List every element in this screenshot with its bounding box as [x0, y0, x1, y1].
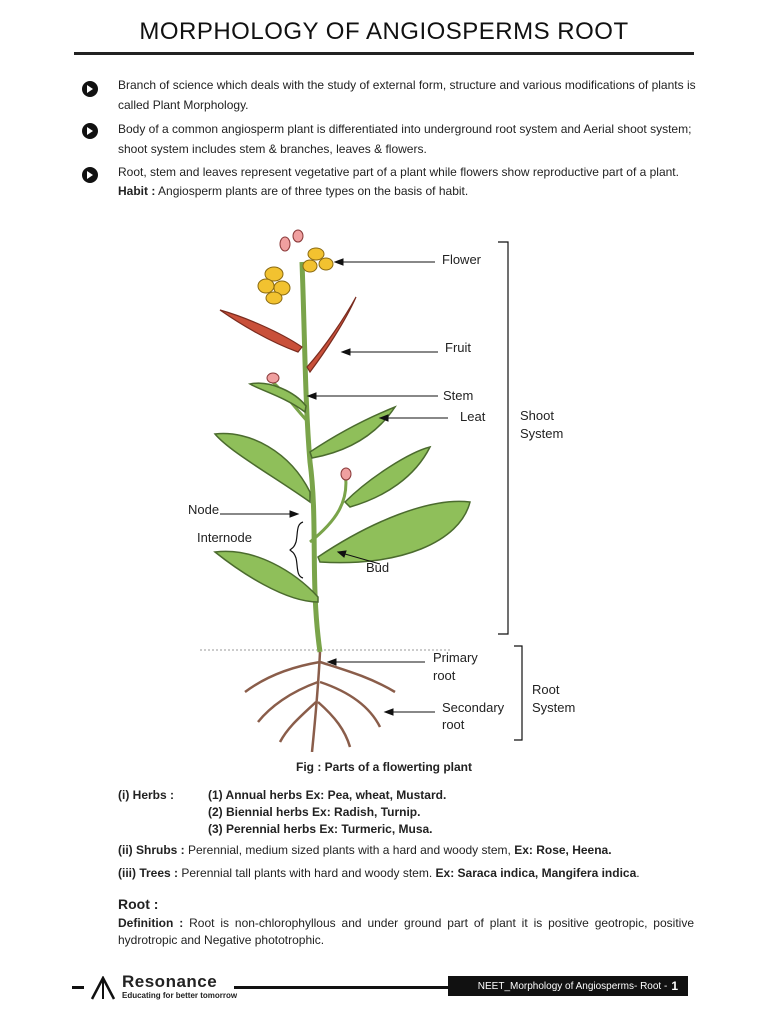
shoot-system-bracket [498, 242, 508, 634]
intro-point-3: Root, stem and leaves represent vegetative part of a plant while flowers show reproductive part of a plant. [118, 165, 679, 179]
root-definition [118, 915, 694, 949]
page-title: MORPHOLOGY OF ANGIOSPERMS ROOT [139, 18, 629, 45]
habit-line [118, 184, 468, 198]
label-internode: Internode [197, 530, 252, 545]
herb-item: (1) Annual herbs Ex: Pea, wheat, Mustard. [208, 788, 447, 802]
flowering-plant-diagram [170, 222, 600, 752]
label-secondary-root: Secondary [442, 700, 505, 715]
herbs-list [208, 787, 446, 838]
habit-label: Habit : [118, 184, 156, 198]
habit-text: Angiosperm plants are of three types on the basis of habit. [155, 184, 469, 198]
arrow-bullet-icon [80, 165, 100, 185]
label-primary-root: root [433, 668, 456, 683]
label-stem: Stem [443, 388, 474, 403]
root-system-bracket [514, 646, 522, 740]
definition-label: Definition : [118, 916, 184, 930]
figure-caption: Fig : Parts of a flowerting plant [295, 760, 472, 774]
page-number: 1 [671, 979, 678, 993]
trees-text: Perennial tall plants with hard and woody stem. [178, 866, 436, 880]
trees-examples: Ex: Saraca indica, Mangifera indica [435, 866, 637, 880]
root-system [245, 652, 395, 752]
intro-point-1: Branch of science which deals with the study of external form, structure and various modifications of plants is called Plant Morphology. [118, 78, 696, 112]
page-footer [72, 972, 698, 1002]
leaf [345, 447, 430, 507]
fruit [307, 297, 356, 372]
shrubs-examples: Ex: Rose, Heena. [514, 843, 612, 857]
label-flower: Flower [442, 252, 482, 267]
doc-label: NEET_Morphology of Angiosperms- Root - [477, 980, 668, 992]
label-secondary-root: root [442, 717, 465, 732]
flower [303, 248, 333, 272]
footer-page-label [448, 976, 688, 996]
trees-label: (iii) Trees : [118, 866, 179, 880]
herb-item: (2) Biennial herbs Ex: Radish, Turnip. [208, 805, 421, 819]
internode-brace [290, 522, 303, 578]
label-root-system: System [532, 700, 576, 715]
fruit [220, 310, 302, 352]
trees-end: . [636, 866, 640, 880]
label-node: Node [188, 502, 220, 517]
resonance-logo-icon [90, 976, 116, 1000]
title-divider [74, 52, 694, 55]
leaf [215, 434, 310, 502]
brand-tagline: Educating for better tomorrow [122, 991, 238, 1000]
definition-text: Root is non-chlorophyllous and under ground part of plant it is positive geotropic, positive hydrotropic and Negative phototrophic. [118, 916, 694, 947]
root-heading: Root : [118, 896, 159, 912]
shrubs-line [118, 843, 612, 857]
arrow-bullet-icon [80, 121, 100, 141]
intro-point-2: Body of a common angiosperm plant is differentiated into underground root system and Aerial shoot system; shoot system includes stem & branches, leaves & flowers. [118, 122, 692, 156]
brand-name: Resonance [122, 972, 218, 991]
label-bud: Bud [366, 560, 390, 575]
leaf [215, 551, 318, 602]
label-fruit: Fruit [445, 340, 471, 355]
shrubs-text: Perennial, medium sized plants with a hard and woody stem, [184, 843, 515, 857]
shrubs-label: (ii) Shrubs : [118, 843, 185, 857]
herb-item: (3) Perennial herbs Ex: Turmeric, Musa. [208, 822, 433, 836]
flower [258, 267, 290, 304]
label-shoot-system: System [520, 426, 564, 441]
label-leaf: Leat [460, 409, 486, 424]
label-root-system: Root [532, 682, 560, 697]
herbs-label: (i) Herbs : [118, 788, 175, 802]
label-primary-root: Primary [433, 650, 478, 665]
footer-rule-middle [234, 986, 448, 989]
trees-line [118, 866, 640, 880]
leaf [250, 383, 306, 412]
footer-rule-left [72, 986, 84, 989]
leaf [310, 407, 395, 458]
arrow-bullet-icon [80, 79, 100, 99]
label-shoot-system: Shoot [520, 408, 554, 423]
